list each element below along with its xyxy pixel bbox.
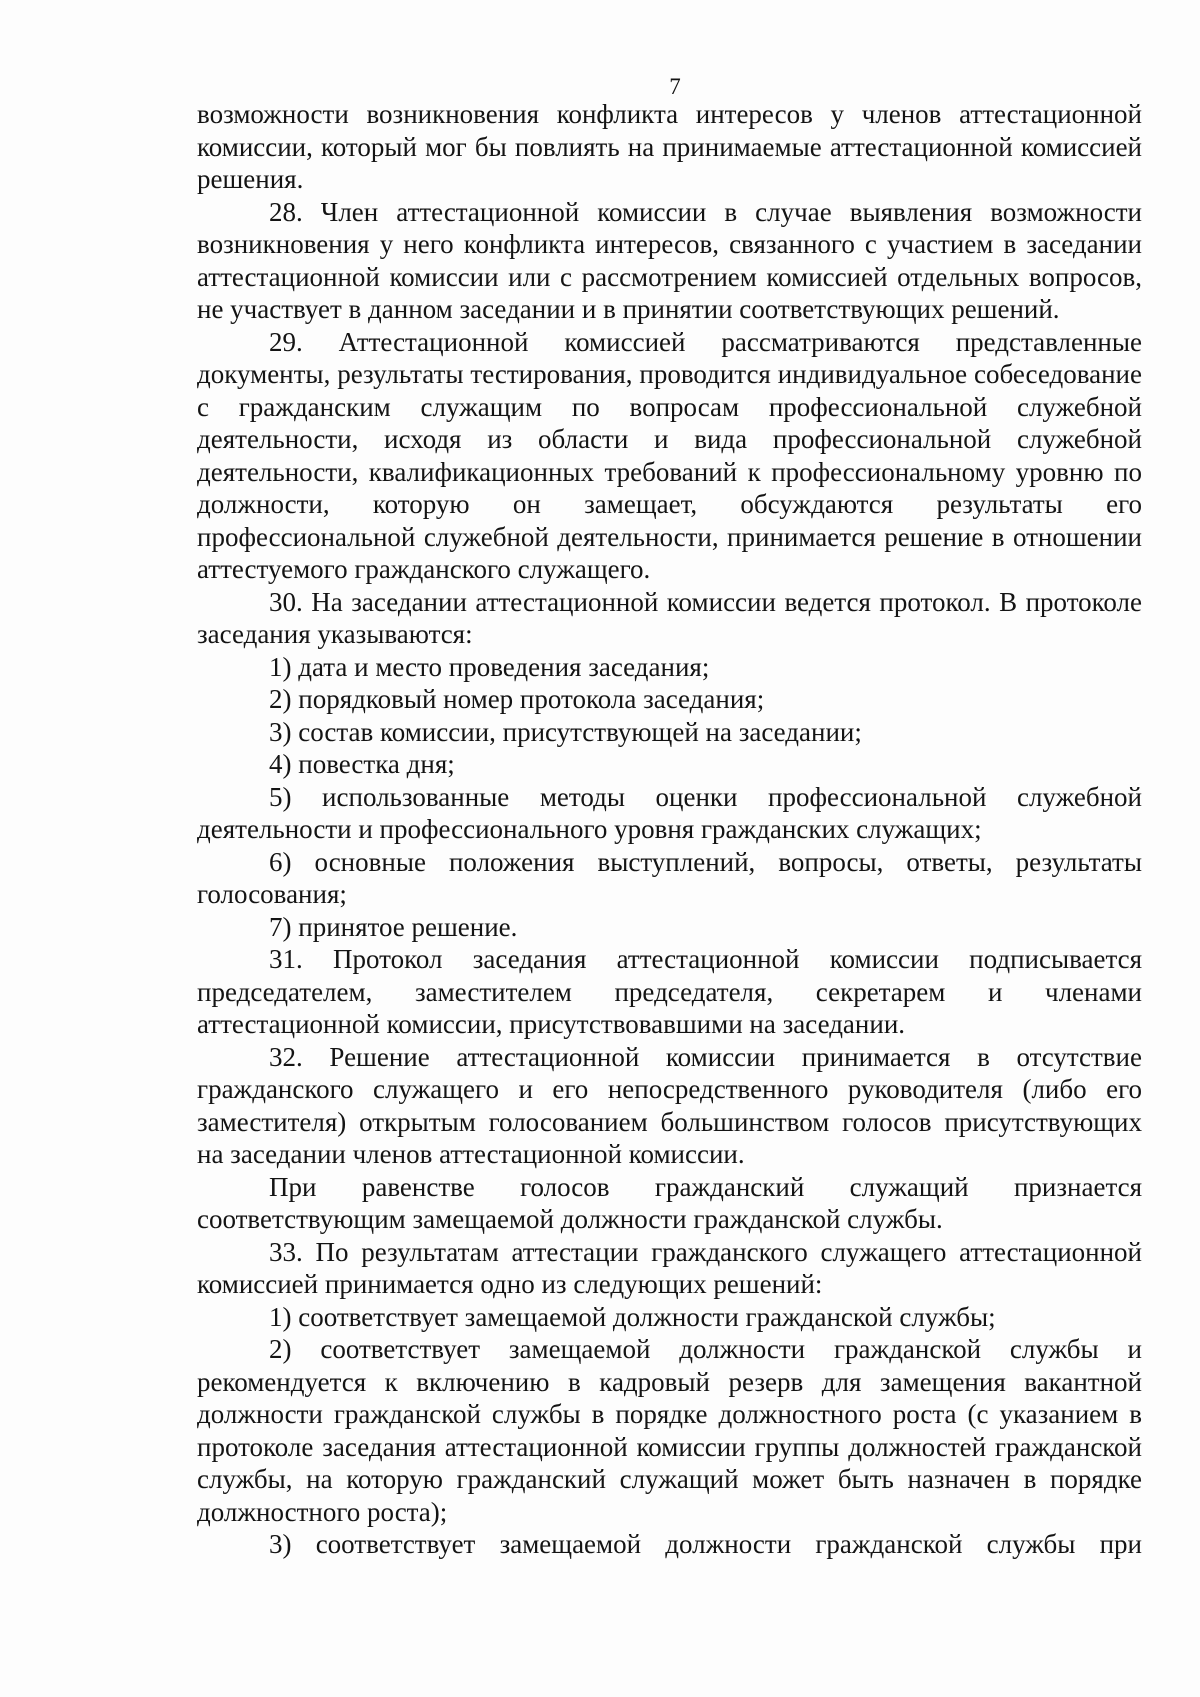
paragraph: 7) принятое решение. [269,911,518,942]
paragraph: 31. Протокол заседания аттестационной комиссии подписывается председателем, заместителем председателя, секретарем и членами аттестационной комиссии, присутствовавшими на заседании. [197,944,1142,1039]
paragraph: возможности возникновения конфликта интересов у членов аттестационной комиссии, который мог бы повлиять на принимаемые аттестационной комиссией решения. [197,99,1142,194]
paragraph: 2) соответствует замещаемой должности гражданской службы и рекомендуется к включению в кадровый резерв для замещения вакантной должности гражданской службы в порядке должностного роста (с указанием в протоколе заседания аттестационной комиссии группы должностей гражданской службы, на которую гражданский служащий может быть назначен в порядке должностного роста); [197,1334,1142,1527]
paragraph: 1) соответствует замещаемой должности гражданской службы; [269,1301,996,1332]
paragraph: 30. На заседании аттестационной комиссии ведется протокол. В протоколе заседания указываются: [197,586,1142,649]
paragraph: 28. Член аттестационной комиссии в случае выявления возможности возникновения у него конфликта интересов, связанного с участием в заседании аттестационной комиссии или с рассмотрением комиссией отдельных вопросов, не участвует в данном заседании и в принятии соответствующих решений. [197,196,1142,324]
paragraph: 3) соответствует замещаемой должности гражданской службы при [269,1529,1142,1559]
paragraph: 4) повестка дня; [269,749,455,779]
paragraph: 5) использованные методы оценки профессиональной служебной деятельности и профессионального уровня гражданских служащих; [197,781,1142,844]
paragraph: 3) состав комиссии, присутствующей на заседании; [269,716,862,747]
document-body [197,98,1142,1561]
paragraph: 2) порядковый номер протокола заседания; [269,684,765,714]
paragraph: 1) дата и место проведения заседания; [269,651,710,682]
paragraph: При равенстве голосов гражданский служащий признается соответствующим замещаемой должности гражданской службы. [197,1171,1142,1234]
paragraph: 6) основные положения выступлений, вопросы, ответы, результаты голосования; [197,846,1142,909]
page-number: 7 [669,74,681,99]
paragraph: 29. Аттестационной комиссией рассматриваются представленные документы, результаты тестирования, проводится индивидуальное собеседование с гражданским служащим по вопросам профессиональной служебной деятельности, исходя из области и вида профессиональной служебной деятельности, квалификационных требований к профессиональному уровню по должности, которую он замещает, обсуждаются результаты его профессиональной служебной деятельности, принимается решение в отношении аттестуемого гражданского служащего. [197,326,1142,584]
paragraph: 33. По результатам аттестации гражданского служащего аттестационной комиссией принимается одно из следующих решений: [197,1236,1142,1299]
paragraph: 32. Решение аттестационной комиссии принимается в отсутствие гражданского служащего и его непосредственного руководителя (либо его заместителя) открытым голосованием большинством голосов присутствующих на заседании членов аттестационной комиссии. [197,1041,1142,1169]
